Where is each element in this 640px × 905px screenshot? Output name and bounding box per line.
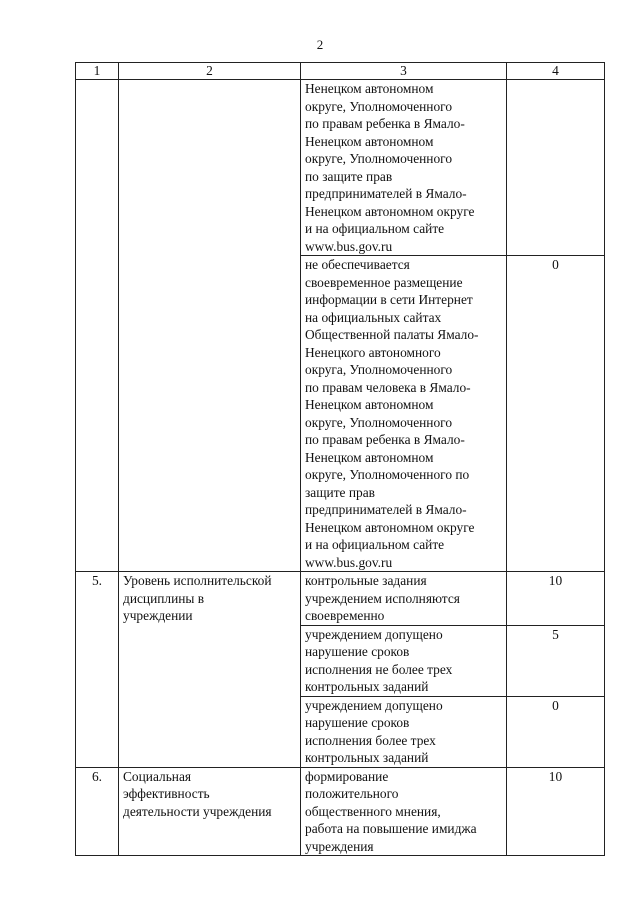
row-number: 5. [76,572,119,768]
criterion-description: учреждением допущено нарушение сроков исполнения не более трех контрольных заданий [301,625,507,696]
score-value: 10 [507,572,605,626]
criterion-description: учреждением допущено нарушение сроков исполнения более трех контрольных заданий [301,696,507,767]
criterion-description: Ненецком автономном округе, Уполномоченного по правам ребенка в Ямало- Ненецком автономном округе, Уполномоченного по защите прав предпринимателей в Ямало- Ненецком автономном округе и на официальном сайте www.bus.gov.ru [301,80,507,256]
table-row [76,767,605,856]
page-number: 2 [316,37,324,52]
criteria-table [75,62,605,856]
criterion-description: не обеспечивается своевременное размещение информации в сети Интернет на официальных сайтах Общественной палаты Ямало- Ненецкого автономного округа, Уполномоченного по правам человека в Ямало- Ненецком автономном округе, Уполномоченного по правам ребенка в Ямало- Ненецком автономном округе, Уполномоченного по защите прав предпринимателей в Ямало- Ненецком автономном округе и на официальном сайте www.bus.gov.ru [301,256,507,572]
criterion-name: Социальная эффективность деятельности учреждения [119,767,301,856]
header-cell-3: 3 [301,63,507,80]
score-value [507,80,605,256]
row-number [76,80,119,572]
table-row [76,572,605,626]
score-value: 0 [507,696,605,767]
criterion-description: контрольные задания учреждением исполняются своевременно [301,572,507,626]
criterion-name: Уровень исполнительской дисциплины в учреждении [119,572,301,768]
header-cell-4: 4 [507,63,605,80]
header-cell-2: 2 [119,63,301,80]
row-number: 6. [76,767,119,856]
criterion-description: формирование положительного общественного мнения, работа на повышение имиджа учреждения [301,767,507,856]
header-cell-1: 1 [76,63,119,80]
table-header-row [76,63,605,80]
score-value: 10 [507,767,605,856]
table-row [76,80,605,256]
score-value: 0 [507,256,605,572]
score-value: 5 [507,625,605,696]
criterion-name [119,80,301,572]
